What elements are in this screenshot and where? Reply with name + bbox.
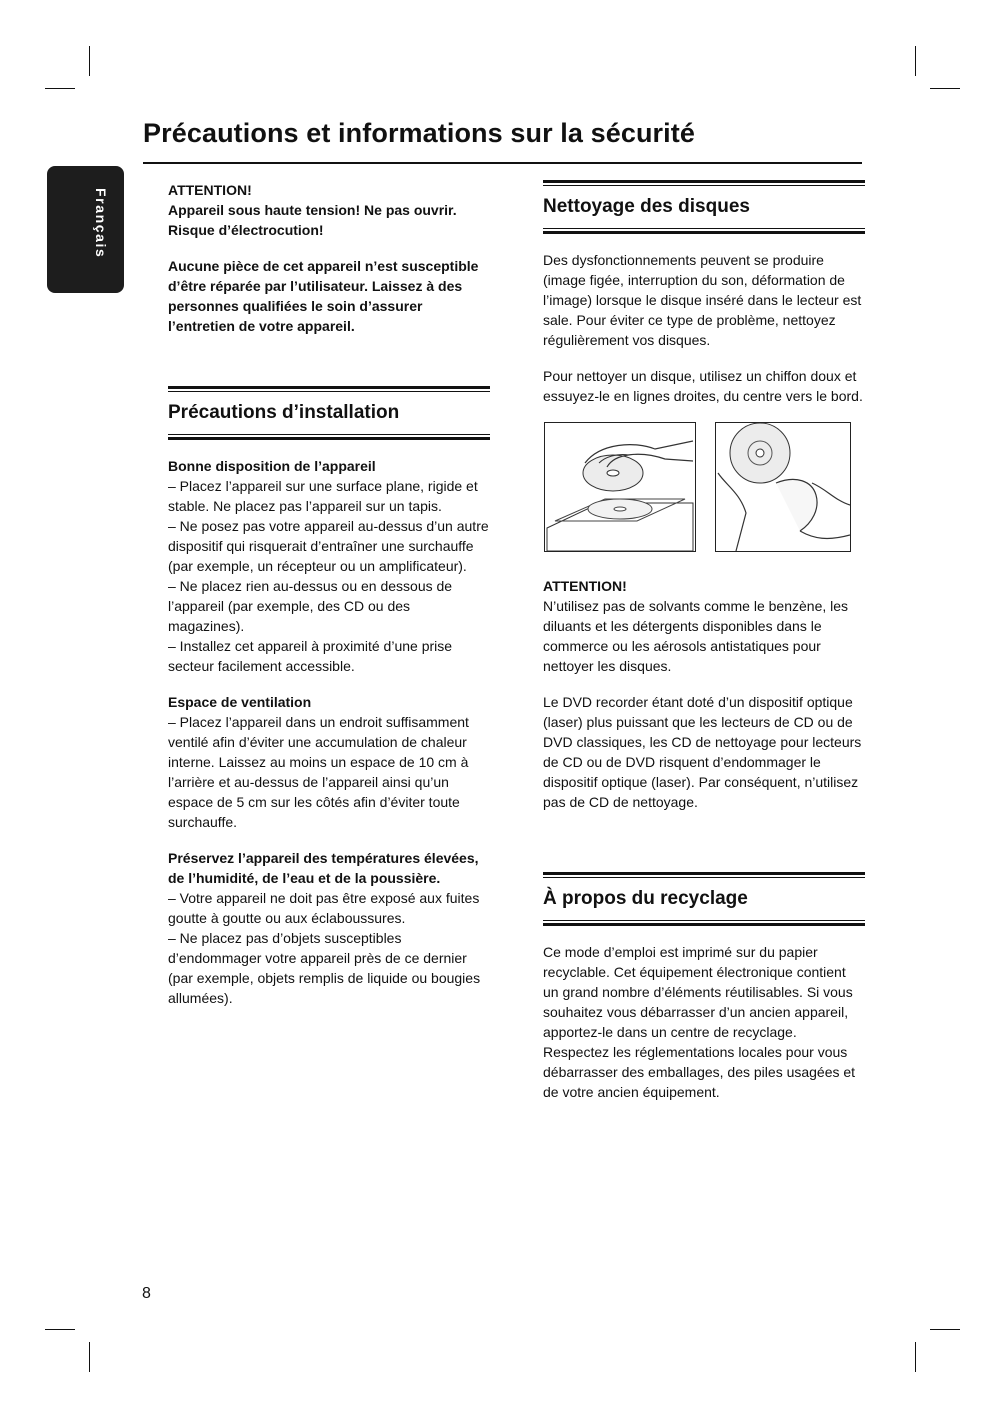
install-section-header: [168, 386, 490, 440]
crop-mark: [915, 1342, 916, 1372]
cleaning-section-header: [543, 180, 865, 234]
crop-mark: [45, 1329, 75, 1330]
preserve-heading: Préservez l’appareil des températures élevées, de l’humidité, de l’eau et de la poussière.: [168, 850, 479, 886]
list-item: – Installez cet appareil à proximité d’une prise secteur facilement accessible.: [168, 638, 453, 674]
install-heading: Précautions d’installation: [168, 402, 400, 423]
list-item: – Ne posez pas votre appareil au-dessus d’un autre dispositif qui risquerait d’entraîner une surchauffe (par exemple, un récepteur ou un amplificateur).: [168, 518, 489, 574]
disc-tray-illustration: [544, 422, 696, 552]
recycling-heading: À propos du recyclage: [543, 888, 748, 909]
crop-mark: [915, 46, 916, 76]
language-tab-label: Français: [93, 188, 109, 259]
placement-heading: Bonne disposition de l’appareil: [168, 458, 376, 474]
list-item: – Ne placez rien au-dessus ou en dessous de l’appareil (par exemple, des CD ou des magazines).: [168, 578, 453, 634]
disc-cleaning-illustrations: [543, 422, 865, 552]
list-item: – Placez l’appareil dans un endroit suffisamment ventilé afin d’éviter une accumulation de chaleur interne. Laissez au moins un espace de 10 cm à l’arrière et au-dessus de l’appareil ainsi qu’un espace de 5 cm sur les côtés afin d’éviter toute surchauffe.: [168, 714, 469, 830]
right-column: [543, 180, 865, 1102]
recycling-section-header: [543, 872, 865, 926]
attention-heading: ATTENTION!: [543, 578, 627, 594]
cleaning-heading: Nettoyage des disques: [543, 196, 750, 217]
cleaning-paragraph: Des dysfonctionnements peuvent se produire (image figée, interruption du son, déformation de l’image) lorsque le disque inséré dans le lecteur est sale. Pour éviter ce type de problème, nettoyez régulièrement vos disques.: [543, 252, 862, 348]
crop-mark: [930, 88, 960, 89]
list-item: – Votre appareil ne doit pas être exposé aux fuites goutte à goutte ou aux éclaboussures.: [168, 890, 480, 926]
language-tab: [47, 166, 124, 293]
crop-mark: [930, 1329, 960, 1330]
crop-mark: [89, 1342, 90, 1372]
laser-warning: Le DVD recorder étant doté d’un dispositif optique (laser) plus puissant que les lecteurs de CD ou de DVD classiques, les CD de nettoyage pour lecteurs de CD ou de DVD risquent d’endommager le dispositif optique (laser). Par conséquent, n’utilisez pas de CD de nettoyage.: [543, 694, 862, 810]
attention-warning: Appareil sous haute tension! Ne pas ouvrir. Risque d’électrocution!: [168, 202, 457, 238]
disc-wiping-illustration: [715, 422, 851, 552]
page-title: Précautions et informations sur la sécurité: [143, 118, 695, 148]
left-column: [168, 180, 490, 1008]
attention-service-note: Aucune pièce de cet appareil n’est susceptible d’être réparée par l’utilisateur. Laissez à des personnes qualifiées le soin d’assurer l’entretien de votre appareil.: [168, 258, 479, 334]
crop-mark: [45, 88, 75, 89]
list-item: – Placez l’appareil sur une surface plane, rigide et stable. Ne placez pas l’appareil sur un tapis.: [168, 478, 478, 514]
ventilation-heading: Espace de ventilation: [168, 694, 312, 710]
cleaning-instructions: Pour nettoyer un disque, utilisez un chiffon doux et essuyez-le en lignes droites, du centre vers le bord.: [543, 368, 863, 404]
recycling-paragraph: Ce mode d’emploi est imprimé sur du papier recyclable. Cet équipement électronique contient un grand nombre d’éléments réutilisables. Si vous souhaitez vous débarrasser d’un ancien appareil, apportez-le dans un centre de recyclage. Respectez les réglementations locales pour vous débarrasser des emballages, des piles usagées et de votre ancien équipement.: [543, 944, 856, 1100]
title-rule: [143, 162, 862, 164]
attention-heading: ATTENTION!: [168, 182, 252, 198]
crop-mark: [89, 46, 90, 76]
page-number: 8: [142, 1285, 151, 1302]
solvents-warning: N’utilisez pas de solvants comme le benzène, les diluants et les détergents disponibles dans le commerce ou les aérosols antistatiques pour nettoyer les disques.: [543, 598, 849, 674]
list-item: – Ne placez pas d’objets susceptibles d’endommager votre appareil près de ce dernier (par exemple, objets remplis de liquide ou bougies allumées).: [168, 930, 481, 1006]
